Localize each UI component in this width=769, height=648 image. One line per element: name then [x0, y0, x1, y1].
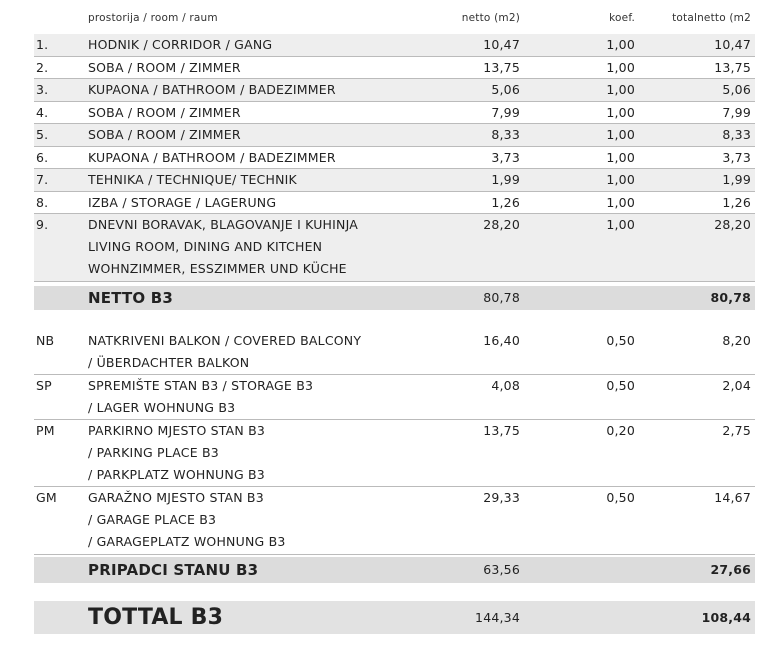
- description-line: SOBA / ROOM / ZIMMER: [88, 104, 241, 120]
- row-netto: 13,75: [483, 422, 520, 438]
- description-line: SPREMIŠTE STAN B3 / STORAGE B3: [88, 377, 314, 393]
- row-total: 14,67: [714, 490, 751, 505]
- tottal-row: [34, 601, 755, 634]
- table-row: [34, 420, 755, 488]
- row-total: 8,33: [722, 127, 751, 142]
- row-description: [88, 147, 336, 169]
- row-id: 4.: [36, 104, 49, 120]
- row-koef: 1,00: [606, 37, 635, 52]
- description-line: KUPAONA / BATHROOM / BADEZIMMER: [88, 149, 336, 165]
- row-total: 5,06: [722, 82, 751, 97]
- row-description: [88, 420, 265, 486]
- pripadci-netto: 63,56: [483, 561, 520, 577]
- table-row: [34, 487, 755, 555]
- description-line: / GARAGEPLATZ WOHNUNG B3: [88, 534, 286, 549]
- row-id: 6.: [36, 149, 49, 165]
- pripadci-label: PRIPADCI STANU B3: [88, 560, 259, 579]
- description-line: IZBA / STORAGE / LAGERUNG: [88, 194, 277, 210]
- row-koef: 1,00: [606, 59, 635, 75]
- row-description: [88, 375, 313, 419]
- description-line: TEHNIKA / TECHNIQUE/ TECHNIK: [88, 172, 297, 187]
- spacer: [34, 310, 755, 330]
- description-line: DNEVNI BORAVAK, BLAGOVANJE I KUHINJA: [88, 217, 359, 232]
- row-description: [88, 214, 358, 280]
- row-koef: 1,00: [606, 172, 635, 187]
- table-header: [34, 0, 755, 34]
- extras-body: [34, 330, 755, 555]
- row-id: 2.: [36, 59, 49, 75]
- description-line: / PARKING PLACE B3: [88, 444, 219, 460]
- row-id: NB: [36, 332, 55, 348]
- pripadci-row: [34, 557, 755, 583]
- description-line: HODNIK / CORRIDOR / GANG: [88, 37, 273, 52]
- tottal-total: 108,44: [701, 609, 751, 625]
- row-id: 1.: [36, 37, 49, 52]
- row-id: 8.: [36, 194, 49, 210]
- row-total: 13,75: [714, 59, 751, 75]
- row-koef: 1,00: [606, 194, 635, 210]
- header-total: totalnetto (m2: [672, 12, 751, 24]
- row-description: [88, 192, 276, 214]
- description-line: LIVING ROOM, DINING AND KITCHEN: [88, 239, 323, 254]
- row-description: [88, 79, 336, 101]
- row-id: SP: [36, 377, 52, 393]
- description-line: / ÜBERDACHTER BALKON: [88, 354, 250, 370]
- row-description: [88, 487, 286, 553]
- row-id: 3.: [36, 82, 49, 97]
- tottal-netto: 144,34: [475, 609, 520, 625]
- description-line: NATKRIVENI BALKON / COVERED BALCONY: [88, 332, 362, 348]
- row-total: 8,20: [722, 332, 751, 348]
- row-koef: 1,00: [606, 217, 635, 232]
- table-row: [34, 192, 755, 215]
- description-line: GARAŽNO MJESTO STAN B3: [88, 490, 264, 505]
- row-id: 5.: [36, 127, 49, 142]
- table-row: [34, 330, 755, 375]
- row-koef: 0,20: [606, 422, 635, 438]
- row-koef: 0,50: [606, 377, 635, 393]
- row-netto: 3,73: [491, 149, 520, 165]
- spacer: [34, 583, 755, 601]
- header-koef: koef.: [609, 12, 635, 24]
- row-netto: 10,47: [483, 37, 520, 52]
- row-description: [88, 34, 272, 56]
- row-total: 1,99: [722, 172, 751, 187]
- row-id: PM: [36, 422, 55, 438]
- description-line: KUPAONA / BATHROOM / BADEZIMMER: [88, 82, 336, 97]
- pripadci-total: 27,66: [710, 561, 751, 577]
- netto-b3-netto: 80,78: [483, 289, 520, 305]
- description-line: SOBA / ROOM / ZIMMER: [88, 127, 241, 142]
- row-total: 7,99: [722, 104, 751, 120]
- row-total: 1,26: [722, 194, 751, 210]
- table-row: [34, 375, 755, 420]
- area-table: [34, 0, 755, 634]
- description-line: WOHNZIMMER, ESSZIMMER UND KÜCHE: [88, 261, 347, 276]
- description-line: PARKIRNO MJESTO STAN B3: [88, 422, 266, 438]
- rooms-body: [34, 34, 755, 282]
- table-row: [34, 214, 755, 282]
- row-description: [88, 57, 241, 79]
- table-row: [34, 34, 755, 57]
- row-netto: 7,99: [491, 104, 520, 120]
- row-netto: 4,08: [491, 377, 520, 393]
- row-netto: 5,06: [491, 82, 520, 97]
- row-description: [88, 102, 241, 124]
- description-line: / LAGER WOHNUNG B3: [88, 399, 236, 415]
- row-description: [88, 169, 297, 191]
- row-total: 2,04: [722, 377, 751, 393]
- description-line: / GARAGE PLACE B3: [88, 512, 217, 527]
- table-row: [34, 79, 755, 102]
- row-koef: 0,50: [606, 332, 635, 348]
- row-koef: 1,00: [606, 149, 635, 165]
- tottal-label: TOTTAL B3: [88, 604, 224, 630]
- table-row: [34, 169, 755, 192]
- row-netto: 1,99: [491, 172, 520, 187]
- row-netto: 8,33: [491, 127, 520, 142]
- row-netto: 16,40: [483, 332, 520, 348]
- header-netto: netto (m2): [461, 12, 520, 24]
- netto-b3-label: NETTO B3: [88, 288, 174, 307]
- row-netto: 1,26: [491, 194, 520, 210]
- table-row: [34, 124, 755, 147]
- table-row: [34, 57, 755, 80]
- description-line: / PARKPLATZ WOHNUNG B3: [88, 466, 265, 482]
- header-room: prostorija / room / raum: [88, 12, 218, 24]
- table-row: [34, 102, 755, 125]
- row-netto: 13,75: [483, 59, 520, 75]
- row-total: 28,20: [714, 217, 751, 232]
- row-id: 7.: [36, 172, 49, 187]
- row-koef: 1,00: [606, 82, 635, 97]
- netto-b3-total: 80,78: [710, 289, 751, 305]
- table-row: [34, 147, 755, 170]
- row-description: [88, 124, 241, 146]
- row-koef: 0,50: [606, 490, 635, 505]
- row-total: 2,75: [722, 422, 751, 438]
- row-id: GM: [36, 490, 57, 505]
- row-description: [88, 330, 361, 374]
- row-total: 10,47: [714, 37, 751, 52]
- row-netto: 28,20: [483, 217, 520, 232]
- row-koef: 1,00: [606, 127, 635, 142]
- row-netto: 29,33: [483, 490, 520, 505]
- description-line: SOBA / ROOM / ZIMMER: [88, 59, 241, 75]
- row-total: 3,73: [722, 149, 751, 165]
- netto-b3-row: [34, 286, 755, 310]
- row-koef: 1,00: [606, 104, 635, 120]
- row-id: 9.: [36, 217, 49, 232]
